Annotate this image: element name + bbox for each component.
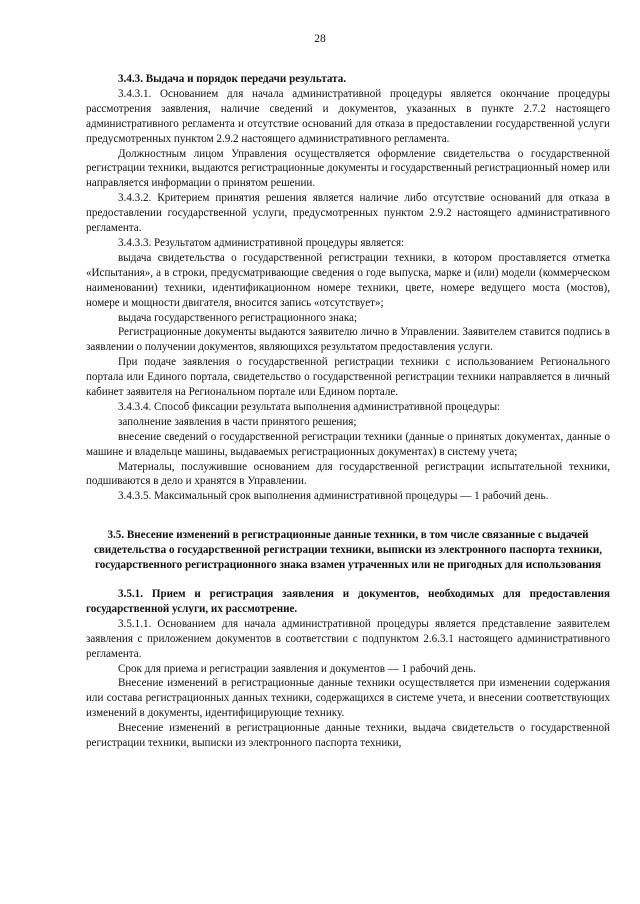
page-number: 28 [314,33,326,45]
paragraph: Должностным лицом Управления осуществляется оформление свидетельства о государственной регистрации техники, выдаются регистрационные документы и государственный регистрационный номер или направляется информации о принятом решении. [86,147,610,190]
paragraph: внесение сведений о государственной регистрации техники (данные о принятых документах, данные о машине и владельце машины, выдаваемых регистрационных документах) в систему учета; [86,430,610,458]
paragraph: Регистрационные документы выдаются заявителю лично в Управлении. Заявителем ставится подпись в заявлении о получении документов, являющихся результатом предоставления услуги. [86,326,610,354]
paragraph: 3.4.3.2. Критерием принятия решения является наличие либо отсутствие оснований для отказа в предоставлении государственной услуги, предусмотренных пунктом 2.9.2 настоящего административного регламента. [86,192,610,235]
paragraph: выдача государственного регистрационного знака; [118,311,358,324]
paragraph: Материалы, послужившие основанием для государственной регистрации испытательной техники, подшиваются в дело и хранятся в Управлении. [86,460,610,488]
paragraph: 3.4.3.3. Результатом административной процедуры является: [118,236,405,249]
paragraph: При подаче заявления о государственной регистрации техники с использованием Регионального портала или Единого портала, свидетельство о государственной регистрации техники направляется в личный кабинет заявителя на Региональном портале или Едином портале. [86,356,610,399]
paragraph: 3.4.3.5. Максимальный срок выполнения административной процедуры — 1 рабочий день. [118,490,549,503]
paragraph: Срок для приема и регистрации заявления и документов — 1 рабочий день. [118,662,476,675]
paragraph: 3.5.1.1. Основанием для начала административной процедуры является представление заявителем заявления с приложением документов в соответствии с подпунктом 2.6.3.1 настоящего административного регламента. [86,617,610,660]
section-heading-3-5: 3.5. Внесение изменений в регистрационные данные техники, в том числе связанные с выдачей свидетельства о государственной регистрации техники, выписки из электронного паспорта техники, государственного регистрационного знака взамен утраченных или не пригодных для использования [93,529,603,572]
section-spacer [86,573,610,587]
paragraph: заполнение заявления в части принятого решения; [118,415,357,428]
section-heading-3-5-1: 3.5.1. Прием и регистрация заявления и документов, необходимых для предоставления государственной услуги, их рассмотрение. [86,588,610,615]
paragraph: 3.4.3.1. Основанием для начала административной процедуры является окончание процедуры рассмотрения заявления, наличие сведений и документов, указанных в пункте 2.7.2 настоящего административного регламента и отсутствие оснований для отказа в предоставлении государственной услуги предусмотренных пунктом 2.9.2 настоящего административного регламента. [86,87,610,145]
paragraph: выдача свидетельства о государственной регистрации техники, в котором проставляется отметка «Испытания», а в строки, предусматривающие сведения о годе выпуска, марке и (или) модели (коммерческом наименовании) техники, идентификационном номере техники, цвете, номере ведущего моста (мостов), номере и мощности двигателя, вносится запись «отсутствует»; [86,251,610,309]
section-spacer [86,504,610,528]
section-heading-3-4-3: 3.4.3. Выдача и порядок передачи результата. [118,73,347,85]
paragraph: Внесение изменений в регистрационные данные техники, выдача свидетельств о государственной регистрации техники, выписки из электронного паспорта техники, [86,722,610,750]
paragraph: 3.4.3.4. Способ фиксации результата выполнения административной процедуры: [118,400,501,413]
document-body [86,72,610,751]
paragraph: Внесение изменений в регистрационные данные техники осуществляется при изменении содержания или состава регистрационных данных техники, содержащихся в системе учета, и внесении соответствующих изменений в документы, идентифицирующие технику. [86,677,610,720]
